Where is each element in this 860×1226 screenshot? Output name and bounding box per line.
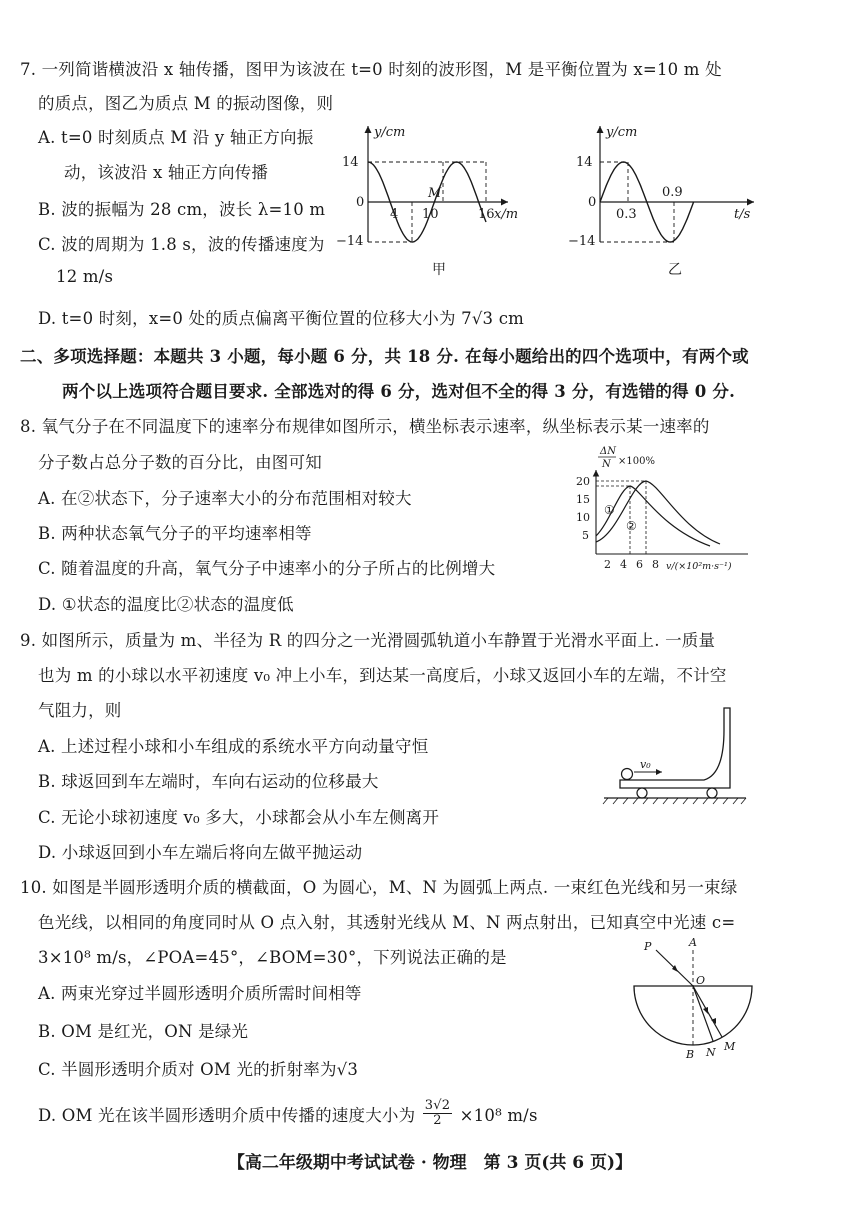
q9-cart-body bbox=[620, 708, 730, 788]
q9-stem-line2: 也为 m 的小球以水平初速度 v₀ 冲上小车，到达某一高度后，小球又返回小车的左端，不计空 bbox=[38, 666, 727, 685]
q7-jia-ytick-neg14: −14 bbox=[336, 234, 364, 249]
q9-option-c: C. 无论小球初速度 v₀ 多大，小球都会从小车左侧离开 bbox=[38, 808, 440, 827]
q7-yi-ytick-14: 14 bbox=[576, 155, 593, 170]
q8-curve-label-1: ① bbox=[604, 503, 615, 517]
q8-figure-speed-distribution bbox=[570, 442, 760, 578]
q10-option-b: B. OM 是红光，ON 是绿光 bbox=[38, 1022, 249, 1041]
q10-option-d bbox=[38, 1098, 538, 1131]
section2-header-line1: 二、多项选择题：本题共 3 小题，每小题 6 分，共 18 分. 在每小题给出的四个选项中，有两个或 bbox=[20, 347, 749, 366]
q7-jia-ylabel: y/cm bbox=[374, 125, 406, 140]
q8-ytick-5: 5 bbox=[582, 529, 589, 542]
q10-figure-semicircle bbox=[628, 936, 758, 1064]
q9-velocity-label: v₀ bbox=[640, 758, 651, 771]
q10-option-d-unit: ×10⁸ m/s bbox=[459, 1106, 538, 1125]
q10-option-c: C. 半圆形透明介质对 OM 光的折射率为√3 bbox=[38, 1060, 359, 1079]
q7-yi-ttick-0.3: 0.3 bbox=[616, 207, 637, 222]
q9-option-d: D. 小球返回到小车左端后将向左做平抛运动 bbox=[38, 843, 363, 862]
q8-ylabel-suffix: ×100% bbox=[618, 456, 655, 467]
q8-xtick-6: 6 bbox=[636, 558, 643, 571]
q9-option-a: A. 上述过程小球和小车组成的系统水平方向动量守恒 bbox=[38, 737, 429, 756]
q9-option-b: B. 球返回到车左端时，车向右运动的位移最大 bbox=[38, 772, 379, 791]
q8-ylabel-denominator: N bbox=[602, 459, 611, 470]
q7-stem-line2: 的质点，图乙为质点 M 的振动图像，则 bbox=[38, 94, 334, 113]
q7-jia-xtick-4: 4 bbox=[390, 207, 399, 222]
page-footer: 【高二年级期中考试试卷 · 物理 第 3 页(共 6 页)】 bbox=[227, 1153, 633, 1173]
q7-option-b: B. 波的振幅为 28 cm，波长 λ=10 m bbox=[38, 200, 326, 219]
q9-figure-cart-track bbox=[600, 700, 750, 810]
q8-xlabel: v/(×10²m·s⁻¹) bbox=[666, 561, 732, 572]
q8-ytick-20: 20 bbox=[576, 475, 590, 488]
q10-label-n: N bbox=[706, 1046, 716, 1059]
q10-option-d-numerator: 3√2 bbox=[424, 1098, 451, 1113]
q7-yi-ytick-0: 0 bbox=[588, 195, 597, 210]
q8-xtick-4: 4 bbox=[620, 558, 627, 571]
q10-label-b: B bbox=[686, 1048, 695, 1061]
q8-curve-label-2: ② bbox=[626, 519, 637, 533]
q7-jia-caption: 甲 bbox=[432, 262, 446, 278]
q7-option-c-line1: C. 波的周期为 1.8 s，波的传播速度为 bbox=[38, 235, 325, 254]
q7-jia-xtick-10: 10 bbox=[422, 207, 439, 222]
q10-option-d-denominator: 2 bbox=[433, 1113, 442, 1128]
q8-option-b: B. 两种状态氧气分子的平均速率相等 bbox=[38, 524, 312, 543]
q8-ylabel-numerator: ΔN bbox=[600, 446, 616, 457]
q9-wheel-right bbox=[707, 788, 717, 798]
q7-option-d: D. t=0 时刻，x=0 处的质点偏离平衡位置的位移大小为 7√3 cm bbox=[38, 309, 524, 328]
q8-option-a: A. 在②状态下，分子速率大小的分布范围相对较大 bbox=[38, 489, 412, 508]
q7-jia-point-m: M bbox=[428, 186, 442, 201]
q10-label-m: M bbox=[724, 1040, 736, 1053]
section2-header-line2: 两个以上选项符合题目要求. 全部选对的得 6 分，选对但不全的得 3 分，有选错的得 0 分. bbox=[62, 382, 736, 401]
q8-option-c: C. 随着温度的升高，氧气分子中速率小的分子所占的比例增大 bbox=[38, 559, 496, 578]
q7-yi-ytick-neg14: −14 bbox=[568, 234, 596, 249]
q10-label-o: O bbox=[696, 974, 706, 987]
q7-jia-ytick-0: 0 bbox=[356, 195, 365, 210]
q8-stem-line1: 8. 氧气分子在不同温度下的速率分布规律如图所示，横坐标表示速率，纵坐标表示某一速率的 bbox=[20, 417, 710, 436]
q9-stem-line1: 9. 如图所示，质量为 m、半径为 R 的四分之一光滑圆弧轨道小车静置于光滑水平面上. 一质量 bbox=[20, 631, 716, 650]
q8-xtick-8: 8 bbox=[652, 558, 659, 571]
q10-label-a: A bbox=[689, 936, 697, 949]
q7-yi-xlabel: t/s bbox=[734, 207, 751, 222]
q8-xtick-2: 2 bbox=[604, 558, 611, 571]
q9-stem-line3: 气阻力，则 bbox=[38, 701, 122, 720]
q10-stem-line2: 色光线，以相同的角度同时从 O 点入射，其透射光线从 M、N 两点射出，已知真空中光速 c= bbox=[38, 913, 736, 932]
q8-ytick-15: 15 bbox=[576, 493, 590, 506]
q10-option-a: A. 两束光穿过半圆形透明介质所需时间相等 bbox=[38, 984, 362, 1003]
q7-stem-line1: 7. 一列简谐横波沿 x 轴传播，图甲为该波在 t=0 时刻的波形图，M 是平衡位置为 x=10 m 处 bbox=[20, 60, 722, 79]
q7-jia-ytick-14: 14 bbox=[342, 155, 359, 170]
q7-yi-ylabel: y/cm bbox=[606, 125, 638, 140]
q7-yi-ttick-0.9: 0.9 bbox=[662, 185, 683, 200]
q7-option-a-line1: A. t=0 时刻质点 M 沿 y 轴正方向振 bbox=[38, 128, 314, 147]
q9-ball bbox=[622, 769, 633, 780]
q10-option-d-text: D. OM 光在该半圆形透明介质中传播的速度大小为 bbox=[38, 1106, 416, 1125]
q8-stem-line2: 分子数占总分子数的百分比，由图可知 bbox=[38, 453, 322, 472]
q10-option-d-fraction bbox=[423, 1099, 452, 1128]
q10-label-p: P bbox=[644, 940, 652, 953]
q9-wheel-left bbox=[637, 788, 647, 798]
q7-figure-jia-wave bbox=[332, 118, 518, 288]
q7-yi-caption: 乙 bbox=[668, 262, 682, 278]
q7-jia-xlabel: x/m bbox=[494, 207, 518, 222]
q7-option-c-line2: 12 m/s bbox=[56, 267, 114, 286]
q10-stem-line3: 3×10⁸ m/s，∠POA=45°，∠BOM=30°，下列说法正确的是 bbox=[38, 948, 507, 967]
q7-jia-xtick-16: 16 bbox=[478, 207, 495, 222]
q8-ytick-10: 10 bbox=[576, 511, 590, 524]
q7-figure-yi-vibration bbox=[558, 118, 758, 288]
q10-stem-line1: 10. 如图是半圆形透明介质的横截面，O 为圆心，M、N 为圆弧上两点. 一束红色光线和另一束绿 bbox=[20, 878, 738, 897]
q8-option-d: D. ①状态的温度比②状态的温度低 bbox=[38, 595, 294, 614]
q7-option-a-line2: 动，该波沿 x 轴正方向传播 bbox=[64, 163, 269, 182]
